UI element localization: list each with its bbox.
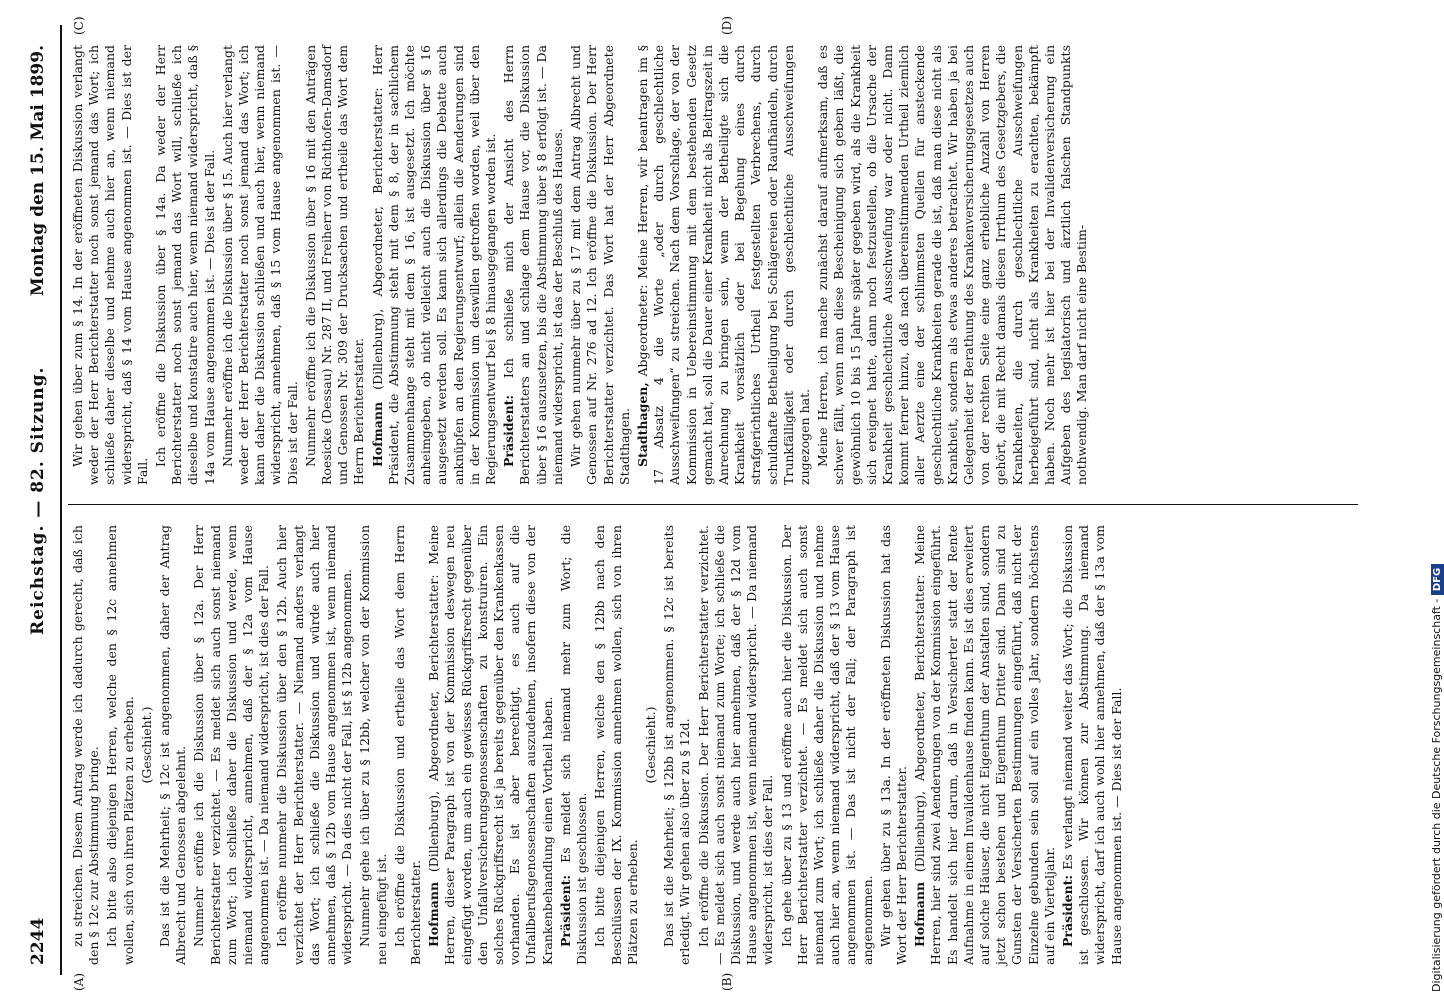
speaker-name: Hofmann (426, 881, 442, 947)
text-paragraph (220, 45, 301, 485)
paragraph-text: Ich bitte also diejenigen Herren, welche den § 12c annehmen wollen, sich von ihren Plätzen zu erheben. (104, 525, 136, 965)
paragraph-text: Ich eröffne die Diskussion über § 14a. Da weder der Herr Berichterstatter noch sonst jemand das Wort will, schließe ich dieselbe und konstatire auch hier, wenn niemand widerspricht, daß § 14a vom Hause angenommen ist. — Dies ist der Fall. (153, 45, 217, 485)
speech-paragraph (370, 45, 500, 485)
paragraph-text: Wir gehen über zum § 14. In der eröffneten Diskussion verlangt weder der Herr Berichterstatter noch sonst jemand das Wort; ich schließe daher dieselbe und nehme auch hier an, wenn niemand widerspricht, daß § 14 vom Hause angenommen ist. — Dies ist der Fall. (70, 45, 150, 485)
speech-text: Ich schließe mich der Ansicht des Herrn Berichterstatters an und schlage dem Hause vor, die Diskussion über § 16 auszusetzen, bis die Abstimmung über § 8 erfolgt ist. — Da niemand widerspricht, ist das der Beschluß des Hauses. (501, 45, 565, 485)
stage-direction (139, 525, 155, 965)
text-paragraph (392, 525, 424, 965)
paragraph-text: Nunmehr eröffne ich die Diskussion über § 12a. Der Herr Berichterstatter verzichtet. — Es meldet sich auch sonst niemand zum Wort; ich schließe daher die Diskussion und werde, wenn niemand widerspricht, annehmen, daß der § 12a vom Hause angenommen ist. — Da niemand widerspricht, ist dies der Fall. (191, 525, 272, 965)
paragraph-text: Wir gehen nunmehr über zu § 17 mit dem Antrag Albrecht und Genossen auf Nr. 276 ad 12. Ich eröffne die Diskussion. Der Herr Berichterstatter verzichtet. Das Wort hat der Herr Abgeordnete Stadthagen. (568, 45, 632, 485)
speech-text: Es meldet sich niemand mehr zum Wort; die Diskussion ist geschlossen. (557, 525, 590, 965)
margin-mark-b: (B) (720, 972, 734, 991)
paragraph-text: zu streichen. Diesem Antrag werde ich dadurch gerecht, daß ich den § 12c zur Abstimmung bringe. (70, 525, 102, 965)
speaker-name: Stadthagen, (634, 382, 650, 467)
speaker-name: Präsident: (501, 394, 517, 467)
speech-paragraph (426, 525, 556, 965)
dfg-logo: DFG (1431, 564, 1444, 595)
text-paragraph (70, 45, 151, 485)
paragraph-text: Das ist die Mehrheit; § 12c ist angenommen, daher der Antrag Albrecht und Genossen abgelehnt. (157, 525, 189, 965)
text-paragraph (153, 45, 218, 485)
column-divider (68, 504, 1358, 505)
speech-text: (Dillenburg), Abgeordneter, Berichterstatter: Meine Herren, dieser Paragraph ist von der Kommission deswegen neu eingefügt worden, um auch ein gewisses Rückgriffsrecht gegenüber den Unfallversicherungsgenossenschaften zu konstruiren. Ein solches Rückgriffsrecht ist ja bereits gegenüber den Krankenkassen vorhanden. Es ist aber berechtigt, es auch auf die Unfallberufsgenossenschaften auszudehnen, insofern diese von der Krankenbehandlung einen Vortheil haben. (426, 525, 555, 965)
text-paragraph (878, 525, 910, 965)
text-paragraph (696, 525, 777, 965)
text-paragraph (592, 525, 641, 965)
text-paragraph (274, 525, 355, 965)
text-paragraph (779, 525, 876, 965)
stage-direction-text: (Geschieht.) (642, 706, 658, 784)
paragraph-text: Meine Herren, ich mache zunächst darauf aufmerksam, daß es schwer fällt, wenn man diese Bescheinigung sich geben läßt, die gewöhnlich 10 bis 15 Jahre später gegeben wird, als die Krankheit sich ereignet hatte, dann noch festzustellen, ob die Ursache der Krankheit geschlechtliche Ausschweifung war oder nicht. Dann kommt ferner hinzu, daß nach übereinstimmenden Urtheil ziemlich aller Aerzte eine der schlimmsten Quellen für ansteckende geschlechtliche Krankheiten gerade die ist, daß man diese nicht als Krankheit, sondern als etwas anderes betrachtet. Wir haben ja bei Gelegenheit der Berathung des Krankenversicherungsgesetzes auch von der rechten Seite eine ganz erhebliche Anzahl von Herren gehört, die mit Recht damals diesen Irrthum des Gesetzgebers, die Krankheiten, die durch geschlechtliche Ausschweifungen herbeigeführt sind, nicht als Krankheiten zu erachten, bekämpft haben. Noch mehr ist hier bei der Invalidenversicherung ein Aufgeben des legislatorisch und ärztlich falschen Standpunkts nothwendig. Man darf nicht eine Bestim- (815, 45, 1090, 485)
speaker-name: Präsident: (557, 874, 573, 947)
stage-direction-text: (Geschieht.) (138, 706, 154, 784)
left-column (70, 525, 1127, 965)
stage-direction (643, 525, 659, 965)
text-paragraph (357, 525, 389, 965)
text-paragraph (104, 525, 136, 965)
speech-text: Es verlangt niemand weiter das Wort; die Diskussion ist geschlossen. Wir können zur Abstimmung. Da niemand widerspricht, darf ich auch wohl hier annehmen, daß der § 13a vom Hause angenommen ist. — Dies ist der Fall. (1059, 525, 1124, 965)
text-paragraph (157, 525, 189, 965)
digitization-note (1412, 8, 1443, 992)
paragraph-text: Ich eröffne nunmehr die Diskussion über den § 12b. Auch hier verzichtet der Herr Berichterstatter. — Niemand anders verlangt das Wort; ich schließe die Diskussion und würde auch hier annehmen, daß § 12b vom Hause angenommen ist, wenn niemand widerspricht. — Da dies nicht der Fall, ist § 12b angenommen. (274, 525, 355, 965)
running-title: Reichstag. — 82. Sitzung. (28, 366, 48, 635)
speech-text: Abgeordneter: Meine Herren, wir beantragen im § 17 Absatz 4 die Worte „oder durch geschlechtliche Ausschweifungen“ zu streichen. Nach dem Vorschlage, der von der Kommission in Uebereinstimmung mit dem bestehenden Gesetz gemacht hat, soll die Dauer einer Krankheit nicht als Beitragszeit in Anrechnung zu bringen sein, wenn der Betheiligte sich die Krankheit vorsätzlich oder bei Begehung eines durch strafgerichtliches Urtheil festgestellten Verbrechens, durch schuldhafte Betheiligung bei Schlägereien oder Raufhändeln, durch Trunkfälligkeit oder durch geschlechtliche Ausschweifungen zugezogen hat. (634, 44, 812, 485)
speech-paragraph (912, 525, 1058, 965)
text-paragraph (303, 45, 368, 485)
paragraph-text: Ich eröffne die Diskussion und ertheile das Wort dem Herrn Berichterstatter. (391, 525, 424, 965)
text-paragraph (568, 45, 633, 485)
session-date: Montag den 15. Mai 1899. (28, 45, 48, 297)
speech-text: (Dillenburg), Abgeordneter, Berichterstatter: Meine Herren, hier sind zwei Aenderungen von der Kommission eingeführt. Es handelt sich hier darum, daß in Versicherter statt der Rente Aufnahme in einem Invalidenhause finden kann. Es ist dies erweitert auf solche Häuser, die nicht Eigenthum der Anstalten sind, sondern jetzt schon bestehen und Eigenthum Dritter sind. Dann sind zu Gunsten der Versicherten Bestimmungen eingeführt, daß nicht der Einzelne gebunden sein soll auf ein volles Jahr, sondern höchstens auf ein Vierteljahr. (912, 525, 1057, 965)
speaker-name: Hofmann (369, 401, 385, 467)
paragraph-text: Das ist die Mehrheit; § 12bb ist angenommen. § 12c ist bereits erledigt. Wir gehen also über zu § 12d. (661, 525, 693, 965)
paragraph-text: Nunmehr eröffne ich die Diskussion über § 15. Auch hier verlangt weder der Herr Berichterstatter noch sonst jemand das Wort; ich kann daher die Diskussion schließen und auch hier, wenn niemand widerspricht, annehmen, daß § 15 vom Hause angenommen ist. — Dies ist der Fall. (219, 45, 300, 485)
page-header (20, 25, 62, 975)
paragraph-text: Wir gehen über zu § 13a. In der eröffneten Diskussion hat das Wort der Herr Berichterstatter. (877, 525, 909, 965)
text-paragraph (191, 525, 272, 965)
speech-paragraph (501, 45, 566, 485)
paragraph-text: Ich gehe über zu § 13 und eröffne auch hier die Diskussion. Der Herr Berichterstatter verzichtet. — Es meldet sich auch sonst niemand zum Wort; ich schließe daher die Diskussion und nehme auch hier an, wenn niemand widerspricht, daß der § 13 vom Hause angenommen ist. — Das ist nicht der Fall; der Paragraph ist angenommen. (778, 525, 875, 965)
margin-mark-a: (A) (72, 972, 86, 991)
margin-mark-c: (C) (72, 16, 86, 35)
right-column (70, 45, 1093, 485)
paragraph-text: Ich bitte diejenigen Herren, welche den § 12bb nach den Beschlüssen der IX. Kommission annehmen wollen, sich von ihren Plätzen zu erheben. (592, 525, 640, 965)
paragraph-text: Nunmehr eröffne ich die Diskussion über § 16 mit den Anträgen Roesicke (Dessau) Nr. 287 II, und Freiherr von Richthofen-Damsdorf und Genossen Nr. 309 der Drucksachen und ertheile das Wort dem Herrn Berichterstatter. (302, 45, 367, 485)
speech-text: (Dillenburg), Abgeordneter, Berichterstatter: Herr Präsident, die Abstimmung steht mit dem § 8, der in sachlichem Zusammenhange steht mit dem § 16, ist ausgesetzt. Ich möchte anheimgeben, ob nicht vielleicht auch die Diskussion über § 16 ausgesetzt werden soll. Es kann sich allerdings die Debatte auch anknüpfen an den Regierungsentwurf; allein die Aenderungen sind in der Kommission um deswillen getroffen worden, weil über den Regierungsentwurf bei § 8 hinausgegangen worden ist. (369, 45, 499, 485)
text-paragraph (661, 525, 693, 965)
margin-mark-d: (D) (720, 16, 734, 35)
paragraph-text: Ich eröffne die Diskussion. Der Herr Berichterstatter verzichtet. — Es meldet sich auch sonst niemand zum Worte; ich schließe die Diskussion, und werde auch hier annehmen, daß der § 12d vom Hause angenommen ist, wenn niemand widerspricht. — Da niemand widerspricht, ist dies der Fall. (695, 525, 776, 965)
speech-paragraph (558, 525, 590, 965)
speaker-name: Hofmann (912, 881, 928, 947)
rotated-page (20, 16, 1415, 991)
speech-paragraph (635, 45, 813, 485)
speech-paragraph (1060, 525, 1125, 965)
digitization-text: Digitalisierung gefördert durch die Deutsche Forschungsgemeinschaft - (1430, 598, 1443, 992)
speaker-name: Präsident: (1059, 874, 1075, 947)
text-paragraph (70, 525, 102, 965)
paragraph-text: Nunmehr gehe ich über zu § 12bb, welcher von der Kommission neu eingefügt ist. (357, 525, 389, 965)
page-number: 2244 (28, 917, 48, 965)
text-paragraph (815, 45, 1090, 485)
